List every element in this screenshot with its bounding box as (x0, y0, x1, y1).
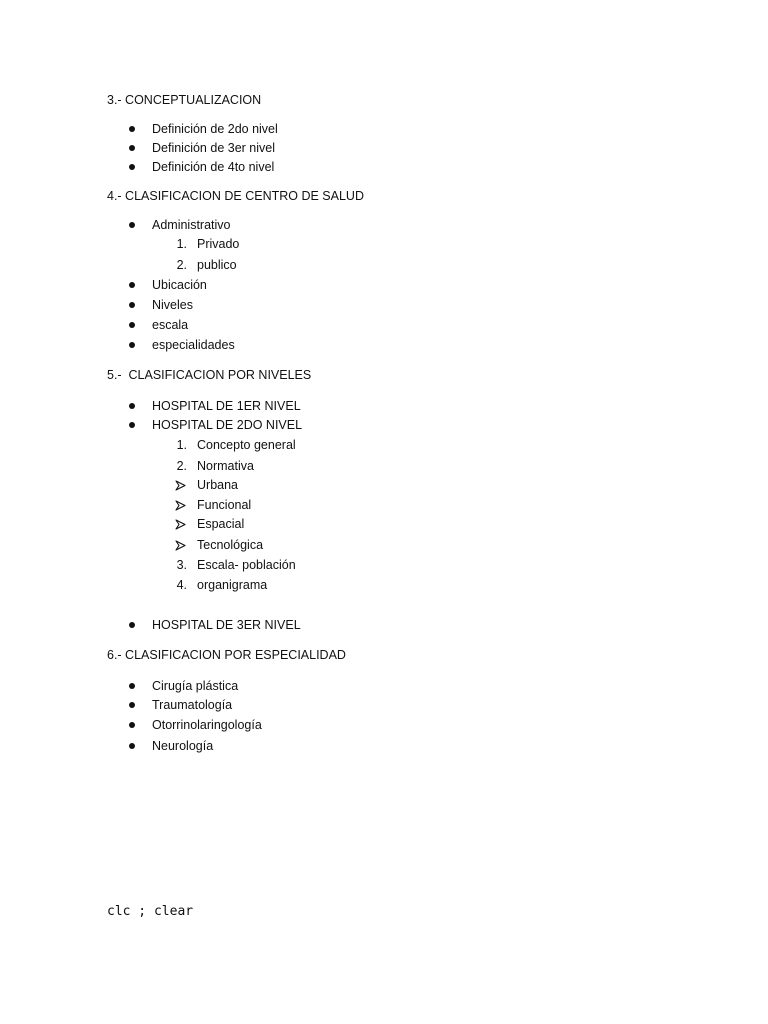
section-5-heading: 5.- CLASIFICACION POR NIVELES (107, 368, 312, 382)
sub-list-item: publico (197, 258, 237, 272)
bullet-dot-icon (129, 622, 135, 628)
arrowhead-bullet-icon (175, 519, 186, 530)
bullet-dot-icon (129, 302, 135, 308)
list-item: Niveles (152, 298, 193, 312)
list-number: 2. (176, 258, 187, 272)
list-item: Definición de 2do nivel (152, 122, 278, 136)
section-6-heading: 6.- CLASIFICACION POR ESPECIALIDAD (107, 648, 346, 662)
sub-list-item: Escala- población (197, 558, 296, 572)
bullet-dot-icon (129, 282, 135, 288)
bullet-dot-icon (129, 342, 135, 348)
list-number: 1. (176, 438, 187, 452)
section-4-heading: 4.- CLASIFICACION DE CENTRO DE SALUD (107, 189, 364, 203)
bullet-dot-icon (129, 683, 135, 689)
list-item: Traumatología (152, 698, 233, 712)
list-item: Ubicación (152, 278, 207, 292)
list-item: Definición de 3er nivel (152, 141, 275, 155)
arrowhead-bullet-icon (175, 540, 186, 551)
list-item: Otorrinolaringología (152, 718, 262, 732)
sub-list-item: Privado (197, 237, 240, 251)
bullet-dot-icon (129, 164, 135, 170)
list-number: 2. (176, 459, 187, 473)
list-item: HOSPITAL DE 2DO NIVEL (152, 418, 303, 432)
list-item: HOSPITAL DE 1ER NIVEL (152, 399, 301, 413)
bullet-dot-icon (129, 322, 135, 328)
bullet-dot-icon (129, 403, 135, 409)
arrowhead-bullet-icon (175, 500, 186, 511)
sub-list-item: Funcional (197, 498, 252, 512)
list-number: 1. (176, 237, 187, 251)
list-item: Neurología (152, 739, 214, 753)
sub-list-item: Normativa (197, 459, 254, 473)
code-line: clc ; clear (107, 904, 194, 919)
bullet-dot-icon (129, 422, 135, 428)
list-item: Cirugía plástica (152, 679, 239, 693)
list-number: 4. (176, 578, 187, 592)
list-item: HOSPITAL DE 3ER NIVEL (152, 618, 301, 632)
list-item: Definición de 4to nivel (152, 160, 275, 174)
section-3-heading: 3.- CONCEPTUALIZACION (107, 93, 262, 107)
list-item: escala (152, 318, 189, 332)
bullet-dot-icon (129, 722, 135, 728)
sub-list-item: Tecnológica (197, 538, 264, 552)
bullet-dot-icon (129, 743, 135, 749)
sub-list-item: Espacial (197, 517, 245, 531)
bullet-dot-icon (129, 145, 135, 151)
sub-list-item: organigrama (197, 578, 268, 592)
bullet-dot-icon (129, 702, 135, 708)
bullet-dot-icon (129, 222, 135, 228)
sub-list-item: Urbana (197, 478, 238, 492)
sub-list-item: Concepto general (197, 438, 296, 452)
list-item: Administrativo (152, 218, 231, 232)
list-item: especialidades (152, 338, 235, 352)
list-number: 3. (176, 558, 187, 572)
arrowhead-bullet-icon (175, 480, 186, 491)
bullet-dot-icon (129, 126, 135, 132)
